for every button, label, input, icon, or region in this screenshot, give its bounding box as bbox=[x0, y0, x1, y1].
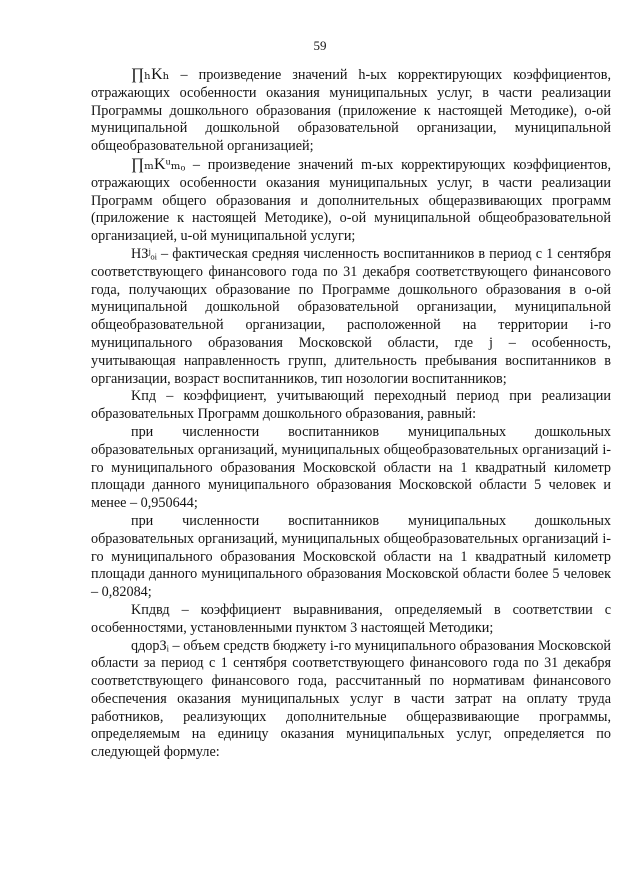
document-body bbox=[91, 66, 611, 762]
paragraph-text: – коэффициент выравнивания, определяемый в соответствии с особенностями, установленными пунктом 3 настоящей Методики; bbox=[91, 601, 611, 636]
formula-symbol-nz: НЗʲₒᵢ bbox=[131, 245, 157, 262]
formula-symbol-kpd: Kпд bbox=[131, 388, 157, 405]
formula-symbol-qdor: qдорЗᵢ bbox=[131, 637, 169, 654]
paragraph-product-kh bbox=[91, 66, 611, 156]
paragraph-density-low bbox=[91, 424, 611, 513]
paragraph-kvd bbox=[91, 602, 611, 638]
paragraph-qdor bbox=[91, 638, 611, 763]
formula-symbol-product-kh: ∏ₕKₕ bbox=[131, 66, 170, 83]
paragraph-product-kmo bbox=[91, 156, 611, 246]
page-number: 59 bbox=[313, 38, 327, 53]
paragraph-text: – фактическая средняя численность воспитанников в период с 1 сентября соответствующего финансового года по 31 декабря соответствующего финансового года, получающих образование по Программе дошкольного образования в о-ой муниципальной дошкольной образовательной организации, муниципальной общеобразовательной организации, расположенной на территории i-го муниципального образования Московской области, где j – особенность, учитывающая направленность групп, длительность пребывания воспитанников в организации, возраст воспитанников, тип нозологии воспитанников; bbox=[91, 245, 612, 387]
paragraph-text: – произведение значений m-ых корректирующих коэффициентов, отражающих особенности оказания муниципальных услуг, в части реализации Программ общего образования и дополнительных общеразвивающих программ (приложение к настоящей Методике), о-ой муниципальной общеобразовательной организацией, u-ой муниципальной услуги; bbox=[91, 156, 612, 245]
formula-symbol-product-kmo: ∏ₘKᵘₘₒ bbox=[131, 155, 186, 173]
paragraph-text: при численности воспитанников муниципальных дошкольных образовательных организаций, муниципальных общеобразовательных организаций i-го муниципального образования Московской области на 1 квадратный километр площади данного муниципального образования Московской области более 5 человек – 0,82084; bbox=[91, 512, 611, 601]
formula-symbol-kvd: Kпдвд bbox=[131, 601, 170, 618]
paragraph-text: – произведение значений h-ых корректирующих коэффициентов, отражающих особенности оказания муниципальных услуг, в части реализации Программы дошкольного образования (приложение к настоящей Методике), о-ой муниципальной дошкольной образовательной организации, муниципальной общеобразовательной организацией; bbox=[91, 67, 611, 155]
paragraph-text: – объем средств бюджету i-го муниципального образования Московской области за период с 1 сентября соответствующего финансового года по 31 декабря соответствующего финансового года, рассчитанный по нормативам финансового обеспечения оказания муниципальных услуг в части затрат на оплату труда работников, реализующих дополнительные общеразвивающие программы, определяемым на единицу оказания муниципальных услуг, определяется по следующей формуле: bbox=[91, 637, 612, 761]
paragraph-kpd bbox=[91, 388, 611, 424]
paragraph-nz bbox=[91, 246, 611, 388]
paragraph-text: при численности воспитанников муниципальных дошкольных образовательных организаций, муниципальных общеобразовательных организаций i-го муниципального образования Московской области на 1 квадратный километр площади данного муниципального образования Московской области 5 человек и менее – 0,950644; bbox=[91, 423, 611, 512]
paragraph-density-high bbox=[91, 513, 611, 602]
paragraph-text: – коэффициент, учитывающий переходный период при реализации образовательных Программ дошкольного образования, равный: bbox=[91, 388, 611, 423]
